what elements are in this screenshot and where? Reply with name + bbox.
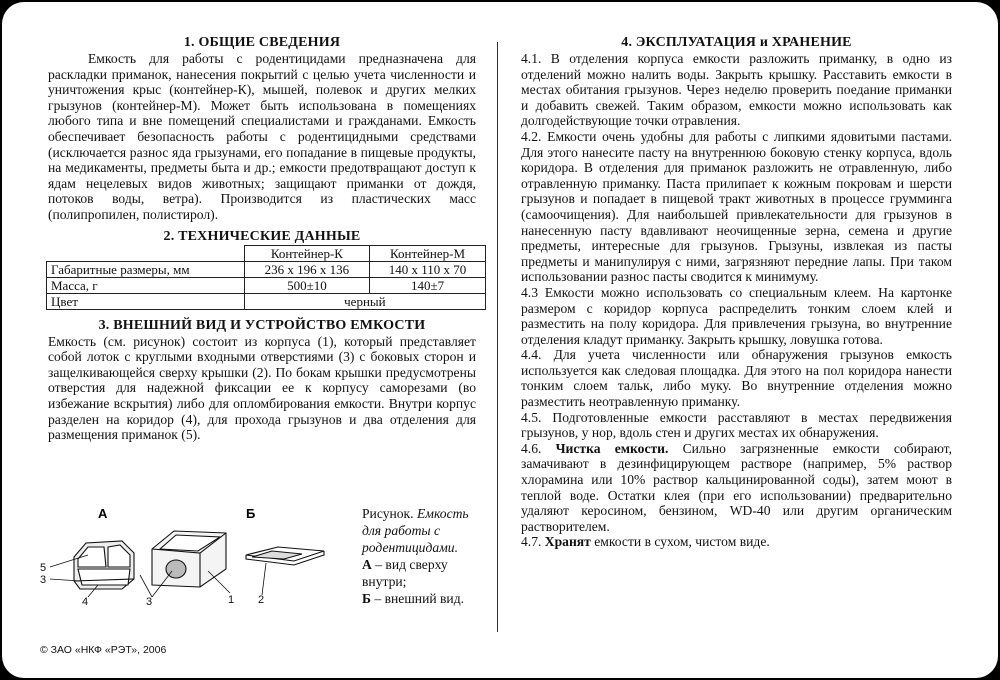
part-number-4: 4 [82,596,89,608]
section-1-title: 1. ОБЩИЕ СВЕДЕНИЯ [183,35,341,50]
paragraph-4-5: 4.5. Подготовленные емкости расставляют в местах передвижения грызунов, у нор, вдоль стен и других местах их обнаружения. [521,409,952,441]
paragraph-4-7-number: 4.7. [521,534,545,550]
table-row [47,261,486,277]
paragraph-4-2: 4.2. Емкости очень удобны для работы с липкими ядовитыми пастами. Для этого нанесите пасту на внутреннюю боковую стенку корпуса, вдоль коридора. В отделения для приманок разложить не отравленную, либо отравленную приманку. Паста прилипает к кожным покровам и шерсти грызунов и попадает в пищевой тракт животных в процессе грумминга (самоочищения). Для наибольшей привлекательности для грызунов в нанесенную пасту вдавливают неочищенные зерна, семена и другие предметы, интересные для грызунов. Грызуны, извлекая из пасты предметы и манипулируя с ними, загрязняют передние лапы. При таком использовании разнос пасты сводится к минимуму. [521,128,952,285]
table-row [47,277,486,293]
paragraph-4-6-bold: Чистка емкости. [555,440,669,456]
column-divider [497,42,498,632]
caption-b-text: – внешний вид. [371,591,465,606]
table-header-row [47,245,486,261]
container-body-drawing [152,531,226,587]
caption-a-label: А [362,557,372,572]
part-number-3: 3 [146,596,153,608]
paragraph-4-7-bold: Хранят [544,534,591,550]
part-number-5: 5 [40,562,47,574]
paragraph-4-7 [521,534,952,550]
label-b: Б [246,506,256,521]
part-number-2: 2 [258,594,265,606]
table-header-cell: Контейнер-М [370,245,486,261]
paragraph-4-6 [521,441,952,535]
table-cell: 140 х 110 х 70 [370,261,486,277]
table-corner-cell [47,245,245,261]
table-cell: Габаритные размеры, мм [47,261,245,277]
right-column [521,35,952,550]
section-3-text: Емкость (см. рисунок) состоит из корпуса (1), который представляет собой лоток с круглыми входными отверстиями (3) с боковых сторон и защелкивающейся сверху крышки (2). По бокам крышки предусмотрены отверстия для надежной фиксации ее к корпусу саморезами (во избежание вскрытия) либо для опломбирования емкости. Внутри корпус разделен на коридор (4), для прохода грызунов и два отделения для размещения приманок (5). [48,333,476,443]
paragraph-4-4: 4.4. Для учета численности или обнаружения грызунов емкость используется как следовая площадка. Для этого на пол коридора нанести тонким слоем тальк, либо муку. Во внутренние отделения можно разместить неотравленную приманку. [521,347,952,410]
figure-caption [362,505,477,607]
paragraph-4-7-text: емкости в сухом, чистом виде. [590,534,770,550]
section-2-title: 2. ТЕХНИЧЕСКИЕ ДАННЫЕ [163,228,361,244]
copyright: © ЗАО «НКФ «РЭТ», 2006 [40,644,167,656]
paragraph-4-1: 4.1. В отделения корпуса емкости разложить приманку, в одно из отделений можно налить воды. Закрыть крышку. Расставить емкости в местах обитания грызунов. Через неделю проверить поедание приманки и добавить свежей. Таким образом, емкости можно использовать как долгодействующие точки отравления. [521,51,952,129]
label-a: А [98,506,108,521]
part-number-3-left: 3 [40,574,47,586]
part-number-1: 1 [228,594,235,606]
table-cell: черный [244,293,485,309]
table-cell: Масса, г [47,277,245,293]
table-cell: Цвет [47,293,245,309]
top-view-drawing [74,541,134,589]
table-cell: 236 х 196 х 136 [244,261,369,277]
table-row [47,293,486,309]
instruction-sheet [2,2,998,678]
container-diagram [40,505,360,615]
tech-data-table [46,245,486,310]
caption-prefix: Рисунок. [362,506,414,521]
left-column [48,35,476,443]
section-3-title: 3. ВНЕШНИЙ ВИД И УСТРОЙСТВО ЕМКОСТИ [98,317,426,333]
section-1-text: Емкость для работы с родентицидами предназначена для раскладки приманок, нанесения покрытий с целью учета численности и уничтожения крыс (контейнер-К), мышей, полевок и других мелких грызунов (контейнер-М). Может быть использована в помещениях любого типа и вне помещений специалистами и гражданами. Емкость обеспечивает безопасность работы с родентицидными средствами (исключается разнос яда грызунами, его попадание в пищевые продукты, на медикаменты, предметы быта и др.; емкости предотвращают доступ к ядам нецелевых видов животных; защищают приманки от дождя, потоков воды, ветра). Производится из пластических масс (полипропилен, полистирол). [48,51,476,222]
paragraph-4-3: 4.3 Емкости можно использовать со специальным клеем. На картонке размером с коридор корпуса распределить тонким слоем клей и разместить на полу коридора. Для привлечения грызуна, во внутренние отделения кладут приманку. Закрыть крышку, ловушка готова. [521,284,952,347]
caption-b-label: Б [362,591,371,606]
section-4-title: 4. ЭКСПЛУАТАЦИЯ и ХРАНЕНИЕ [621,35,852,50]
table-header-cell: Контейнер-К [244,245,369,261]
caption-italic: Емкость для работы с родентицидами. [362,506,469,555]
paragraph-4-6-text: Сильно загрязненные емкости собирают, замачивают в дезинфицирующем растворе (например, 5% раствор хлорамина или 10% раствор кальцинированной соды), затем моют в теплой воде. Остатки клея (при его использовании) предварительно удаляют керосином, бензином, WD-40 или другим органическим растворителем. [521,440,952,534]
lid-drawing [246,547,324,565]
paragraph-4-6-number: 4.6. [521,440,556,456]
table-cell: 500±10 [244,277,369,293]
table-cell: 140±7 [370,277,486,293]
caption-a-text: – вид сверху внутри; [362,557,448,589]
